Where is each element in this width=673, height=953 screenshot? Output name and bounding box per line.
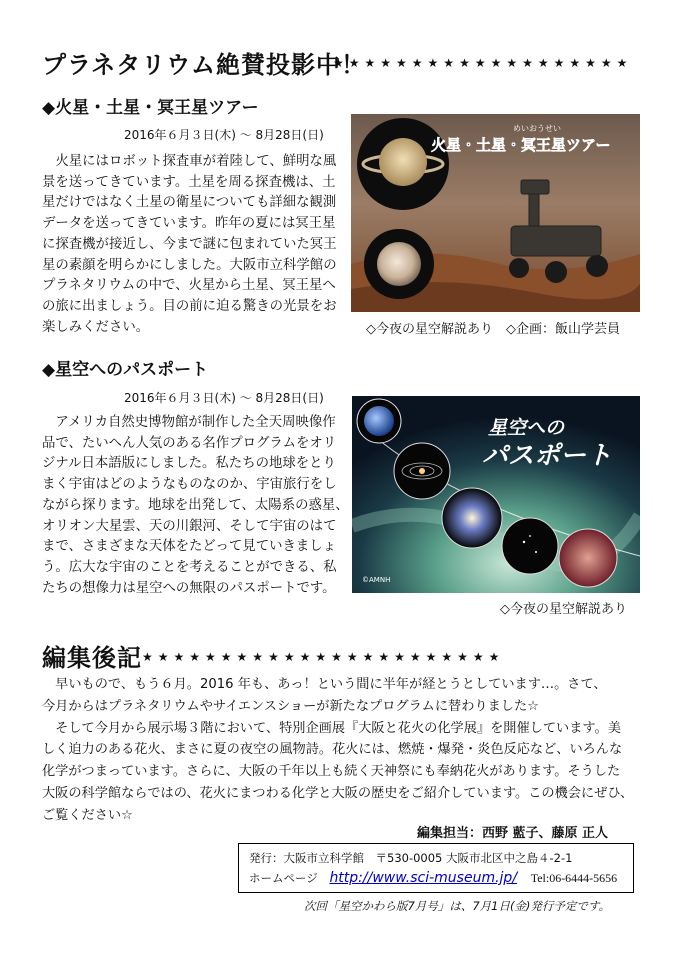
- show1-caption: ◇今夜の星空解説あり ◇企画：飯山学芸員: [366, 322, 620, 337]
- show2-caption: ◇今夜の星空解説あり: [500, 602, 627, 617]
- show2-image: [352, 396, 640, 593]
- page-title: プラネタリウム絶賛投影中！: [42, 51, 367, 79]
- show1-line: データを送ってきています。昨年の夏には冥王星: [42, 216, 336, 232]
- editorial-line: 早いもので、もう６月。2016 年も、あっ！という間に半年が経とうとしています…。さて、: [42, 677, 607, 692]
- publisher-contact-row: [249, 868, 623, 888]
- editorial-line: しく迫力のある花火、まさに夏の夜空の風物詩。花火には、燃焼・爆発・炎色反応など、いろんな: [42, 742, 623, 758]
- show2-line: 品で、たいへん人気のある名作プログラムをオリ: [42, 435, 337, 451]
- publisher-address: 発行：大阪市立科学館 〒530-0005 大阪市北区中之島４-2-1: [249, 851, 573, 865]
- image2-title-line2: パスポート: [482, 441, 613, 471]
- editors-credit: 編集担当：西野 藍子、藤原 正人: [417, 826, 609, 841]
- show1-line: 星の素顔を明らかにしました。大阪市立科学館の: [42, 257, 337, 273]
- show2-line: まで、さまざまな天体をたどって見ていきましょ: [42, 539, 337, 555]
- editorial-line: 今月からはプラネタリウムやサイエンスショーが新たなプログラムに替わりました☆: [42, 698, 539, 714]
- image1-title: 火星・土星・冥王星ツアー: [431, 136, 611, 154]
- next-issue-note: 次回「星空かわら版7月号」は、7月1日(金)発行予定です。: [304, 899, 611, 913]
- show1-line: プラネタリウムの中で、火星から土星、冥王星へ: [42, 278, 336, 294]
- show2-line: まく宇宙はどのようなものなのか、宇宙旅行をし: [42, 477, 337, 493]
- show1-line: の旅に出ましょう。目の前に迫る驚きの光景をお: [42, 298, 337, 314]
- show1-description: [42, 152, 347, 338]
- editorial-line: 大阪の科学館ならではの、花火にまつわる化学と大阪の歴史をご紹介しています。この機会にぜひ、: [42, 785, 634, 801]
- show1-image: [351, 114, 640, 312]
- show1-title: ◆火星・土星・冥王星ツアー: [42, 98, 259, 118]
- editorial-title: 編集後記: [42, 644, 142, 672]
- editorial-line: そして今月から展示場３階において、特別企画展『大阪と花火の化学展』を開催しています。美: [42, 720, 621, 736]
- editorial-stars: ★★★★★★★★★★★★★★★★★★★★★★★: [142, 650, 505, 664]
- show2-line: ながら探ります。地球を出発して、太陽系の惑星、: [42, 497, 349, 513]
- image2-title-line1: 星空への: [488, 417, 565, 439]
- title-stars: ★★★★★★★★★★★★★★★★★★★: [333, 56, 633, 70]
- show2-description: [42, 413, 352, 599]
- telephone: Tel:06-6444-5656: [530, 871, 618, 885]
- publisher-box: [238, 843, 634, 893]
- show2-line: ジナル日本語版にしました。私たちの地球をとり: [42, 456, 336, 472]
- show2-line: アメリカ自然史博物館が制作した全天周映像作: [42, 415, 336, 430]
- show1-line: 楽しみください。: [42, 319, 150, 335]
- show2-line: う。広大な宇宙のことを考えることができる、私: [42, 559, 337, 575]
- editorial-line: ご覧ください☆: [42, 807, 133, 823]
- image2-credit: ©AMNH: [362, 576, 391, 584]
- editorial-body: [42, 674, 642, 827]
- show1-line: 火星にはロボット探査車が着陸して、鮮明な風: [42, 154, 337, 169]
- editorial-line: 化学がつまっています。さらに、大阪の千年以上も続く天神祭にも奉納花火があります。そうした: [42, 764, 621, 780]
- image1-ruby: めいおうせい: [513, 124, 561, 133]
- show1-date: 2016年６月３日(木) ～ 8月28日(日): [124, 128, 324, 142]
- show1-line: 星だけではなく土星の衛星についても詳細な観測: [42, 195, 337, 211]
- show1-line: に探査機が接近し、今まで謎に包まれていた冥王: [42, 236, 337, 252]
- show2-date: 2016年６月３日(木) ～ 8月28日(日): [124, 391, 324, 405]
- show2-line: オリオン大星雲、天の川銀河、そして宇宙のはて: [42, 518, 337, 534]
- show1-line: 景を送ってきています。土星を周る探査機は、土: [42, 174, 336, 190]
- show2-title: ◆星空へのパスポート: [42, 360, 209, 380]
- homepage-link[interactable]: http://www.sci-museum.jp/: [329, 870, 518, 886]
- show2-line: たちの想像力は星空への無限のパスポートです。: [42, 580, 336, 596]
- homepage-label: ホームページ: [249, 871, 318, 885]
